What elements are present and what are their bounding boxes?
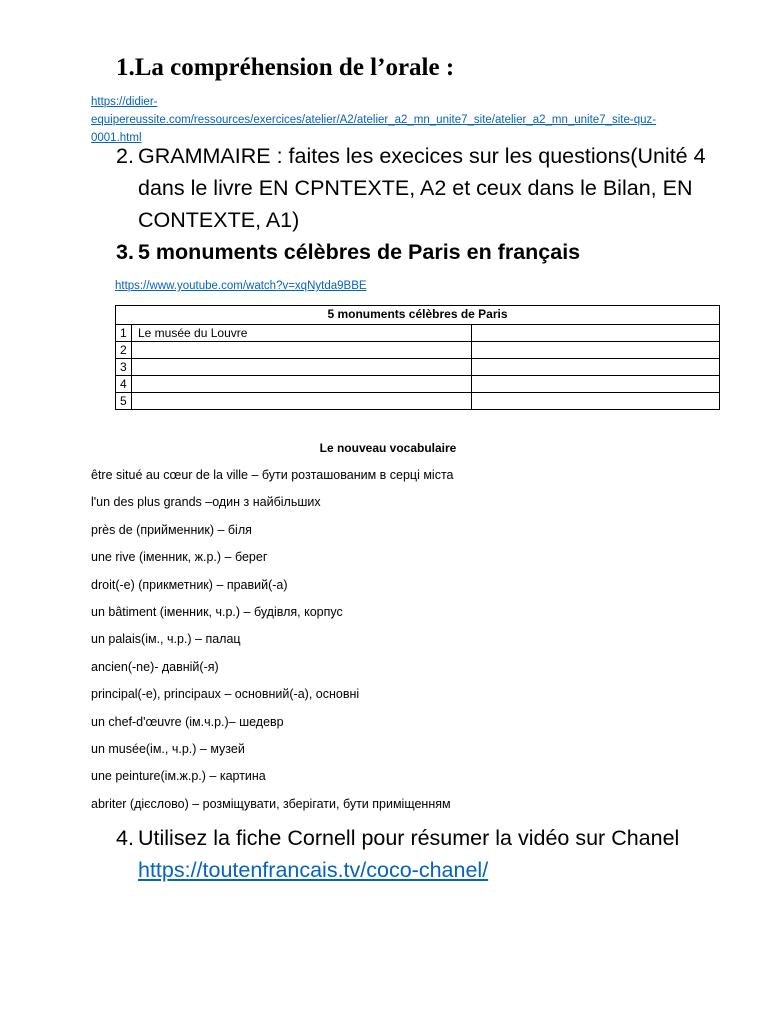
vocabulary-item: une rive (іменник, ж.р.) – берег (91, 550, 268, 565)
vocabulary-item: être situé au cœur de la ville – бути розташованим в серці міста (91, 468, 454, 482)
monument-info-cell[interactable] (472, 325, 720, 342)
vocabulary-item: abriter (дієслово) – розміщувати, зберігати, бути приміщенням (91, 796, 451, 811)
vocabulary-item: un musée(ім., ч.р.) – музей (91, 741, 245, 756)
monument-info-cell[interactable] (472, 342, 720, 359)
monument-info-cell[interactable] (472, 393, 720, 410)
row-number: 3 (116, 359, 132, 376)
section-3-item (116, 236, 706, 268)
section-4-item (116, 822, 706, 886)
table-row (116, 393, 720, 410)
table-row (116, 325, 720, 342)
table-row (116, 359, 720, 376)
table-row (116, 376, 720, 393)
vocabulary-item: droit(-e) (прикметник) – правий(-а) (91, 577, 288, 592)
monument-name-cell[interactable]: Le musée du Louvre (132, 325, 472, 342)
row-number: 4 (116, 376, 132, 393)
monument-info-cell[interactable] (472, 359, 720, 376)
vocabulary-item: près de (прийменник) – біля (91, 522, 252, 537)
monument-name-cell[interactable] (132, 342, 472, 359)
vocabulary-item: une peinture(ім.ж.р.) – картина (91, 769, 266, 784)
vocabulary-item: un palais(ім., ч.р.) – палац (91, 632, 241, 647)
section-4-number: 4. (116, 826, 134, 850)
row-number: 2 (116, 342, 132, 359)
table-title-row (116, 306, 720, 325)
monument-info-cell[interactable] (472, 376, 720, 393)
vocabulary-item: un chef-d'œuvre (ім.ч.р.)– шедевр (91, 714, 284, 729)
vocabulary-item: un bâtiment (іменник, ч.р.) – будівля, корпус (91, 604, 343, 619)
vocabulary-item: ancien(-ne)- давній(-я) (91, 659, 219, 674)
monument-name-cell[interactable] (132, 376, 472, 393)
vocabulary-list (91, 467, 453, 823)
monument-name-cell[interactable] (132, 359, 472, 376)
vocabulary-item: principal(-e), principaux – основний(-а), основні (91, 687, 360, 702)
section-2-number: 2. (116, 144, 134, 168)
section-4-text-block (138, 822, 706, 886)
section-2-text: GRAMMAIRE : faites les execices sur les questions(Unité 4 dans le livre EN CPNTEXTE, A2 et ceux dans le Bilan, EN CONTEXTE, A1) (138, 144, 706, 232)
row-number: 5 (116, 393, 132, 410)
vocabulary-item: l'un des plus grands –один з найбільших (91, 495, 321, 510)
table-title: 5 monuments célèbres de Paris (116, 306, 720, 325)
coco-chanel-link[interactable]: https://toutenfrancais.tv/coco-chanel/ (138, 858, 489, 882)
youtube-video-link[interactable]: https://www.youtube.com/watch?v=xqNytda9BBE (115, 280, 367, 292)
vocabulary-title: Le nouveau vocabulaire (319, 441, 457, 455)
atelier-exercise-link[interactable]: https://didier-equipereussite.com/ressources/exercices/atelier/A2/atelier_a2_mn_unite7_site/atelier_a2_mn_unite7_site-quz-0001.html (91, 96, 657, 144)
monument-name-cell[interactable] (132, 393, 472, 410)
section-3-text: 5 monuments célèbres de Paris en français (138, 240, 581, 264)
section-2-item (116, 140, 706, 236)
table-row (116, 342, 720, 359)
section-1-heading: 1.La compréhension de l’orale : (116, 54, 455, 81)
row-number: 1 (116, 325, 132, 342)
monuments-table (115, 305, 720, 410)
section-4-text: Utilisez la fiche Cornell pour résumer la vidéo sur Chanel (138, 826, 680, 850)
section-3-number: 3. (116, 240, 134, 264)
